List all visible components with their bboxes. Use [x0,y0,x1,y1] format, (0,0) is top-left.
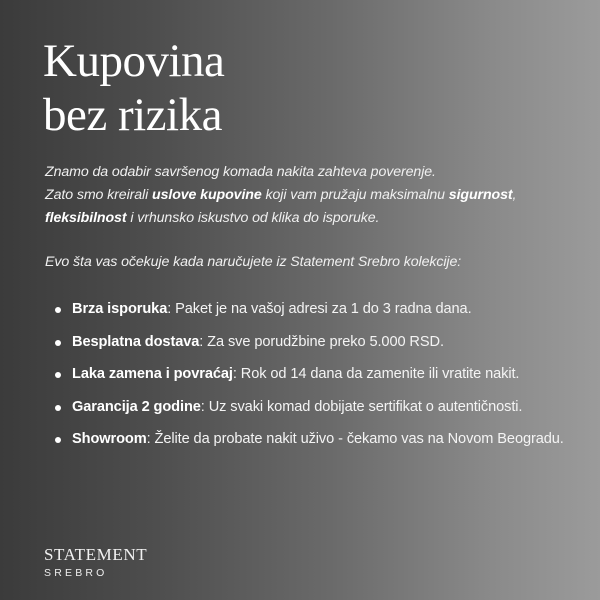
bullet-icon [55,437,61,443]
benefit-text: : Rok od 14 dana da zamenite ili vratite nakit. [232,366,520,382]
brand-name: STATEMENT [44,545,148,564]
bullet-icon [55,307,61,313]
intro-paragraph [45,161,585,230]
benefit-text: : Uz svaki komad dobijate sertifikat o autentičnosti. [200,398,523,415]
benefit-label: Brza isporuka [72,301,168,317]
intro-text: Zato smo kreirali [45,187,152,203]
intro-text: i vrhunsko iskustvo od klika do isporuke. [126,210,380,226]
lead-text: Evo šta vas očekuje kada naručujete iz Statement Srebro kolekcije: [45,254,462,270]
benefit-item [50,331,590,354]
benefit-text: : Želite da probate nakit uživo - čekamo vas na Novom Beogradu. [146,431,564,447]
page-title [43,34,224,142]
brand-logo [44,546,147,579]
title-line-1: Kupovina [43,35,225,87]
benefit-item [50,428,590,451]
brand-subtitle: SREBRO [44,567,108,579]
benefit-label: Laka zamena i povraćaj [72,366,233,382]
benefit-item [50,298,590,321]
benefits-list [50,298,590,461]
benefit-label: Besplatna dostava [72,333,200,350]
bullet-icon [55,372,61,378]
intro-emphasis: fleksibilnost [45,210,127,226]
benefit-label: Showroom [72,431,147,447]
intro-sentence-1: Znamo da odabir savršenog komada nakita zahteva poverenje. [45,164,436,180]
benefit-text: : Paket je na vašoj adresi za 1 do 3 radna dana. [167,301,472,317]
intro-text: , [512,187,517,203]
bullet-icon [55,340,61,346]
benefit-item [50,396,590,419]
intro-text: koji vam pružaju maksimalnu [261,187,449,203]
title-line-2: bez rizika [43,89,222,141]
intro-emphasis: sigurnost [448,187,513,203]
intro-emphasis: uslove kupovine [152,187,262,203]
benefit-text: : Za sve porudžbine preko 5.000 RSD. [199,333,444,350]
benefit-item [50,363,590,386]
benefit-label: Garancija 2 godine [72,398,201,415]
bullet-icon [55,405,61,411]
